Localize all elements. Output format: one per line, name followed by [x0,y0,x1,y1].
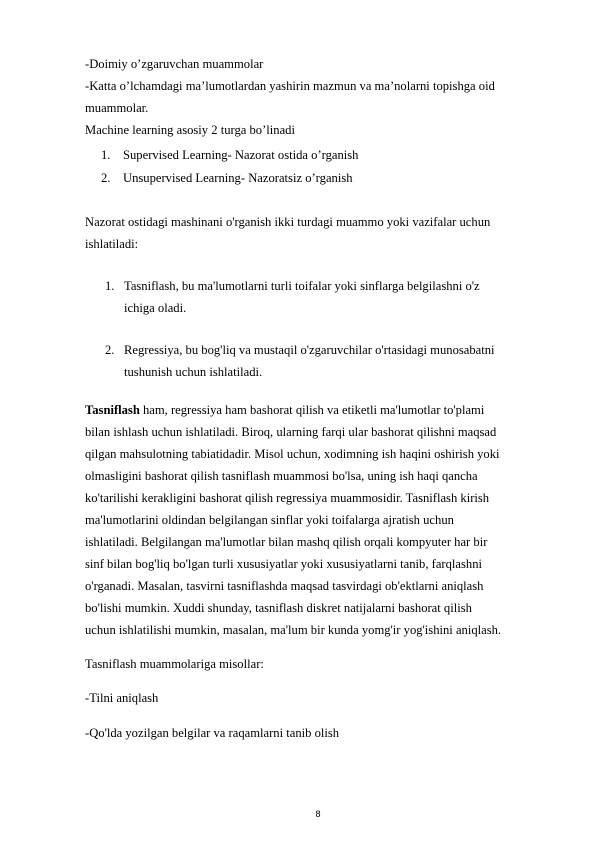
text-line: -Katta o’lchamdagi ma’lumotlardan yashirin mazmun va ma’nolarni topishga oid [85,79,495,93]
text-line: ma'lumotlarini oldindan belgilangan sinflar yoki toifalarga ajratish uchun [85,513,454,527]
text-line: qilgan mahsulotning tabiatidadir. Misol uchun, xodimning ish haqini oshirish yoki [85,447,500,461]
text-line: uchun ishlatilishi mumkin, masalan, ma'lum bir kunda yomg'ir yog'ishini aniqlash. [85,623,502,637]
list-item-text: Regressiya, bu bog'liq va mustaqil o'zgaruvchilar o'rtasidagi munosabatni [124,343,495,357]
text-line: sinf bilan bog'liq bo'lgan turli xususiyatlar yoki xususiyatlarni tanib, farqlashni [85,557,482,571]
list-item [101,147,358,163]
list-number: 1. [105,279,115,293]
list-item [105,342,495,358]
list-item [101,170,353,186]
list-number: 1. [101,148,111,162]
list-number: 2. [105,343,115,357]
text-line: bo'lishi mumkin. Xuddi shunday, tasniflash diskret natijalarni bashorat qilish [85,601,472,615]
text-line: Machine learning asosiy 2 turga bo’linadi [85,123,295,137]
section-heading: Tasniflash muammolariga misollar: [85,657,264,671]
text-line: Nazorat ostidagi mashinani o'rganish ikki turdagi muammo yoki vazifalar uchun [85,215,491,229]
list-item [105,278,480,294]
text-line: olmasligini bashorat qilish tasniflash muammosi bo'lsa, uning ish haqi qancha [85,469,478,483]
paragraph-first-line [85,402,484,418]
list-number: 2. [101,171,111,185]
list-item-text: Supervised Learning- Nazorat ostida o’rganish [123,148,359,162]
text-span: ham, regressiya ham bashorat qilish va etiketli ma'lumotlar to'plami [139,403,485,417]
text-line: bilan ishlash uchun ishlatiladi. Biroq, ularning farqi ular bashorat qilishni maqsad [85,425,497,439]
list-item-text: Tasniflash, bu ma'lumotlarni turli toifalar yoki sinflarga belgilashni o'z [124,279,480,293]
list-item-text: Unsupervised Learning- Nazoratsiz o’rganish [123,171,353,185]
bold-term: Tasniflash [85,403,140,417]
text-line: ishlatiladi. Belgilangan ma'lumotlar bilan mashq qilish orqali kompyuter har bir [85,535,488,549]
example-item: -Qo'lda yozilgan belgilar va raqamlarni tanib olish [85,726,340,740]
list-item-text: ichiga oladi. [124,301,187,315]
text-line: o'rganadi. Masalan, tasvirni tasniflashda maqsad tasvirdagi ob'ektlarni aniqlash [85,579,484,593]
text-line: muammolar. [85,101,149,115]
text-line: ishlatiladi: [85,237,139,251]
page-number: 8 [315,809,321,819]
text-line: ko'tarilishi kerakligini bashorat qilish regressiya muammosidir. Tasniflash kirish [85,491,490,505]
example-item: -Tilni aniqlash [85,691,159,705]
text-line: -Doimiy o’zgaruvchan muammolar [85,57,264,71]
list-item-text: tushunish uchun ishlatiladi. [124,365,263,379]
